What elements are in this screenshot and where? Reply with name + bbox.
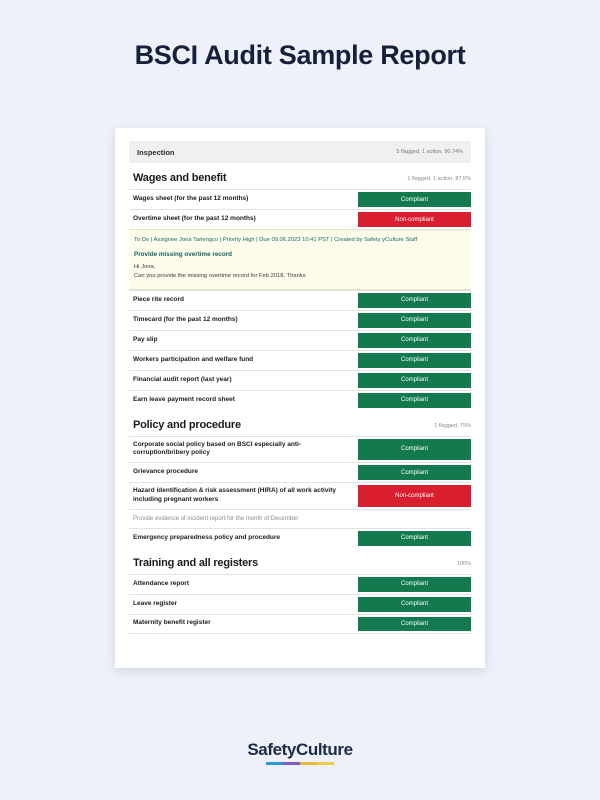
answer-badge[interactable]: Compliant [358,353,471,368]
question-label: Emergency preparedness policy and procedure [133,533,281,541]
section-title: Training and all registers [133,556,259,569]
action-title: Provide missing overtime record [134,250,232,258]
answer-badge[interactable]: Compliant [358,192,471,207]
answer-badge[interactable]: Compliant [358,373,471,388]
answer-badge[interactable]: Compliant [358,531,471,546]
answer-badge[interactable]: Compliant [358,333,471,348]
answer-badge[interactable]: Compliant [358,313,471,328]
action-body-line-1: Hi Jona, [134,263,156,270]
answer-badge[interactable]: Compliant [358,293,471,308]
answer-badge[interactable]: Compliant [358,393,471,408]
question-row [129,594,471,614]
footer-logo [0,740,600,760]
question-row [129,189,471,209]
question-label: Wages sheet (for the past 12 months) [133,195,249,203]
brand-safety: Safety [247,740,296,759]
inspection-stat: 5 flagged, 1 action, 90.74% [396,149,463,155]
page-title: BSCI Audit Sample Report [134,40,466,70]
question-row [129,436,471,463]
action-body-line-2: Can you provide the missing overtime record for Feb 2018. Thanks [134,272,306,279]
question-label: Corporate social policy based on BSCI especially anti-corruption/bribery policy [133,440,301,457]
question-row [129,574,471,594]
question-row [129,290,471,310]
section-stat: 1 flagged, 75% [434,422,471,429]
sections-container [129,163,471,634]
question-row [129,390,471,410]
question-label: Workers participation and welfare fund [133,355,254,363]
underline-blue [266,762,283,765]
answer-badge[interactable]: Compliant [358,577,471,592]
underline-orange [300,762,317,765]
report-body [115,141,485,634]
question-label: Maternity benefit register [133,619,211,627]
question-label: Earn leave payment record sheet [133,395,235,403]
question-label: Financial audit report (last year) [133,375,232,383]
section-header [129,163,471,189]
underline-purple [283,762,300,765]
question-label: Hazard identification & risk assessment (HIRA) of all work activity including pregnant workers [133,487,337,503]
question-label: Attendance report [133,579,189,587]
question-row [129,482,471,509]
section-title: Policy and procedure [133,418,241,431]
inspection-header [129,141,471,163]
answer-badge[interactable]: Compliant [358,597,471,612]
underline-yellow [317,762,334,765]
inspection-label: Inspection [137,147,175,157]
answer-badge[interactable]: Non-compliant [358,212,471,227]
action-meta: To Do | Assignee Jona Tarlengco | Priority High | Due 09.06.2023 10:41 PST | Created by Safety yCulture Staff [134,237,418,243]
question-label: Pay slip [133,335,158,343]
question-label: Timecard (for the past 12 months) [133,315,238,323]
section-stat: 1 flagged, 1 action, 87.5% [407,176,471,182]
question-row [129,209,471,229]
question-row [129,614,471,634]
question-label: Leave register [133,599,178,607]
question-row [129,310,471,330]
section-header [129,410,471,436]
question-row [129,528,471,548]
action-block[interactable] [129,229,471,290]
section-header [129,548,471,574]
question-label: Piece rite record [133,295,184,303]
question-label: Overtime sheet (for the past 12 months) [133,215,256,223]
report-document [115,128,485,668]
question-label: Grievance procedure [133,468,199,476]
section-title: Wages and benefit [133,172,227,184]
answer-badge[interactable]: Compliant [358,617,471,631]
question-row [129,330,471,350]
question-row [129,370,471,390]
section-stat: 100% [456,560,471,567]
note-row: Provide evidence of incident report for the month of December [129,509,471,528]
logo-underline [266,762,334,765]
question-row [129,462,471,482]
answer-badge[interactable]: Compliant [358,465,471,480]
brand-culture: Culture [295,740,353,759]
question-row [129,350,471,370]
answer-badge[interactable]: Non-compliant [358,485,471,507]
answer-badge[interactable]: Compliant [358,439,471,461]
